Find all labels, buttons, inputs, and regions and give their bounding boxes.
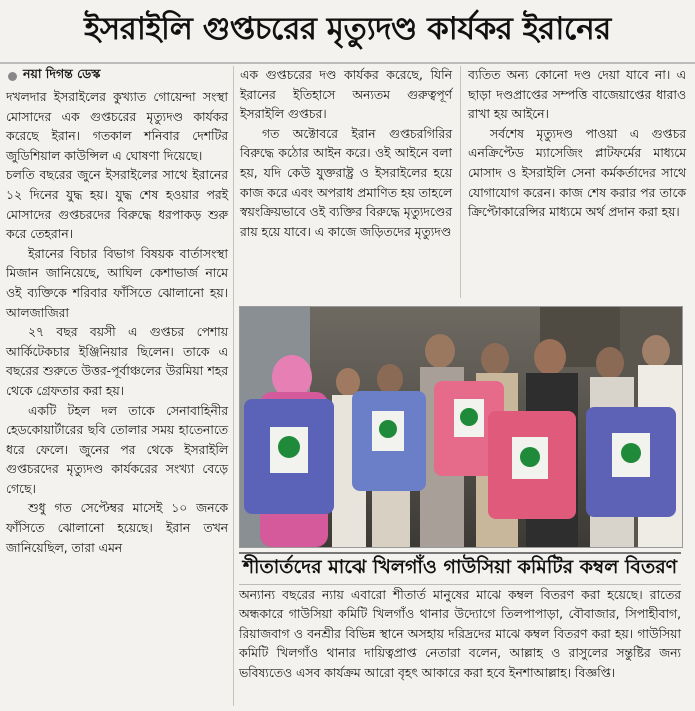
paragraph: ইরানের বিচার বিভাগ বিষয়ক বার্তাসংস্থা মিজান জানিয়েছে, আঘিল কেশাভার্জ নামে ওই ব্যক্তিকে শরিবার ফাঁসিতে ঝোলানো হয়। আলজাজিরা <box>6 246 228 320</box>
blanket-distribution-photo <box>239 306 683 548</box>
paragraph: এক গুপ্তচরের দণ্ড কার্যকর করেছে, যিনি ইরানের ইতিহাসে অন্যতম গুরুত্বপূর্ণ ইসরাইলি গুপ্তচর। <box>240 68 452 122</box>
paragraph: দখলদার ইসরাইলের কুখ্যাত গোয়েন্দা সংস্থা মোসাদের এক গুপ্তচরের মৃত্যুদণ্ড কার্যকর করেছে ইরান। গতকাল শনিবার দেশটির জুডিশিয়াল কাউন্সিল এ ঘোষণা দিয়েছে। <box>6 90 228 163</box>
dateline-text: নয়া দিগন্ত ডেস্ক <box>23 66 101 81</box>
article-column-1 <box>6 88 228 708</box>
article-column-2 <box>240 66 452 298</box>
paragraph: ২৭ বছর বয়সী এ গুপ্তচর পেশায় আর্কিটেকচার ইঞ্জিনিয়ার ছিলেন। তাকে এ বছরের শুরুতে উত্তর-পূর্বাঞ্চলের উরমিয়া শহর থেকে গ্রেফতার করা হয়। <box>6 325 228 398</box>
photo-headline: শীতার্তদের মাঝে খিলগাঁও গাউসিয়া কমিটির কম্বল বিতরণ <box>239 552 681 585</box>
paragraph: একটি টহল দল তাকে সেনাবাহিনীর হেডকোয়ার্টারের ছবি তোলার সময় হাতেনাতে ধরে ফেলে। জুনের পর থেকে ইসরাইলি গুপ্তচরদের মৃত্যুদণ্ড কার্যকরের সংখ্যা বেড়ে গেছে। <box>6 403 228 496</box>
column-divider <box>460 66 461 298</box>
headline: ইসরাইলি গুপ্তচরের মৃত্যুদণ্ড কার্যকর ইরানের <box>0 0 695 64</box>
bullet-icon <box>8 72 17 81</box>
dateline <box>8 66 100 86</box>
article-column-3 <box>468 66 686 298</box>
paragraph: শুধু গত সেপ্টেম্বর মাসেই ১০ জনকে ফাঁসিতে ঝোলানো হয়েছে। ইরান তখন জানিয়েছিল, তারা এমন <box>6 501 228 555</box>
photo-caption: অন্যান্য বছরের ন্যায় এবারো শীতার্ত মানুষের মাঝে কম্বল বিতরণ করা হয়েছে। রাতের অন্ধকারে গাউসিয়া কমিটি খিলগাঁও থানার উদ্যোগে তিলপাপাড়া, বৌবাজার, সিপাহীবাগ, রিয়াজবাগ ও বনশ্রীর বিভিন্ন স্থানে অসহায় দরিদ্রদের মাঝে কম্বল বিতরণ করা হয়। গাউসিয়া কমিটি খিলগাঁও থানার দায়িত্বপ্রাপ্ত নেতারা বলেন, আল্লাহ ও রাসুলের সন্তুষ্টির জন্য ভবিষ্যতেও এসব কার্যক্রম আরো বৃহৎ আকারে করা হবে ইনশাআল্লাহ। বিজ্ঞপ্তি। <box>239 588 681 680</box>
paragraph: সর্বশেষ মৃত্যুদণ্ড পাওয়া এ গুপ্তচর এনক্রিপ্টেড ম্যাসেজিং প্লাটফর্মের মাধ্যমে মোসাদ ও ইসরাইলি সেনা কর্মকর্তাদের সাথে যোগাযোগ করেন। কাজ শেষ করার পর তাকে ক্রিপ্টোকারেন্সির মাধ্যমে অর্থ প্রদান করা হয়। <box>468 126 686 220</box>
column-divider <box>233 66 234 706</box>
paragraph: গত অক্টোবরে ইরান গুপ্তচরগিরির বিরুদ্ধে কঠোর আইন করে। ওই আইনে বলা হয়, যদি কেউ যুক্তরাষ্ট্র ও ইসরাইলের হয়ে কাজ করে এবং অপরাধ প্রমাণিত হয় তাহলে স্বয়ংক্রিয়ভাবে ওই ব্যক্তির বিরুদ্ধে মৃত্যুদণ্ডের রায় হয়ে যাবে। এ কাজে জড়িতদের মৃত্যুদণ্ড <box>240 126 452 239</box>
paragraph: চলতি বছরের জুনে ইসরাইলের সাথে ইরানের ১২ দিনের যুদ্ধ হয়। যুদ্ধ শেষ হওয়ার পরই মোসাদের গুপ্তচরদের বিরুদ্ধে ধরপাকড় শুরু করে তেহরান। <box>6 168 228 242</box>
paragraph: ব্যতিত অন্য কোনো দণ্ড দেয়া যাবে না। এ ছাড়া দণ্ডপ্রাপ্তের সম্পত্তি বাজেয়াপ্তের ধারাও রাখা হয় আইনে। <box>468 68 686 122</box>
